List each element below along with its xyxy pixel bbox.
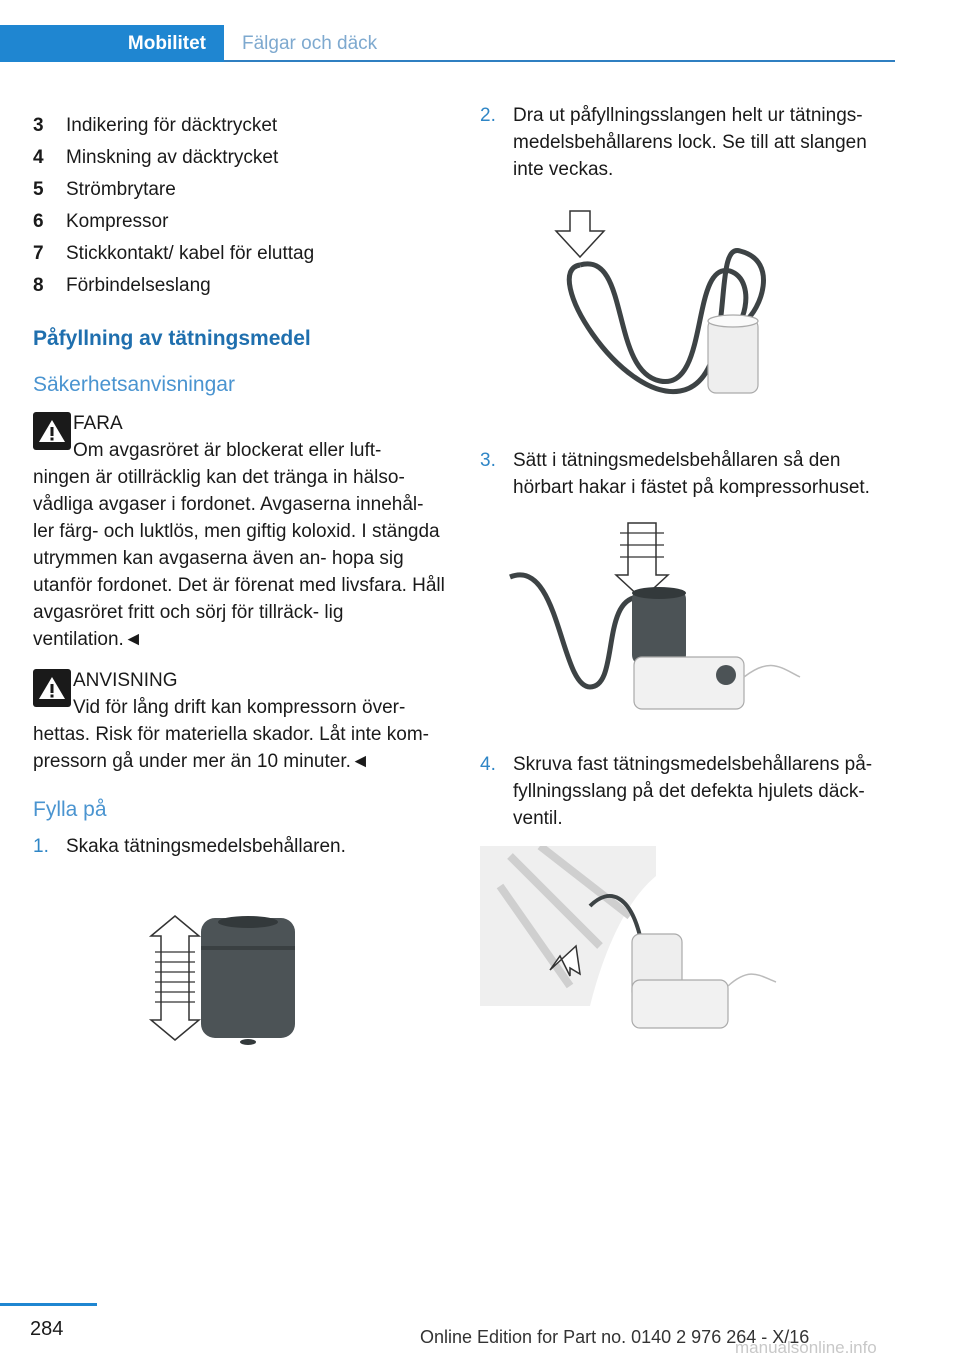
section-title: Påfyllning av tätningsmedel [33, 327, 311, 350]
left-column [33, 110, 445, 1060]
figure-wheel-valve [480, 846, 890, 1046]
legend-item: 3 Indikering för däcktrycket [33, 115, 278, 136]
warning-label: FARA [73, 413, 123, 434]
step-2: 2. Dra ut påfyllningsslangen helt ur tätnings- medelsbehållarens lock. Se till att slangen inte veckas. [480, 105, 867, 180]
tab-falgar-och-dack[interactable]: Fälgar och däck [242, 33, 378, 54]
footer-rule [0, 1303, 97, 1306]
warning-first-line: Om avgasröret är blockerat eller luft- [73, 440, 382, 461]
warning-danger [33, 410, 445, 653]
figure-insert-container [480, 517, 890, 737]
warning-triangle-icon [33, 412, 71, 450]
legend-item: 4 Minskning av däcktrycket [33, 147, 279, 168]
legend-item: 7 Stickkontakt/ kabel för eluttag [33, 243, 315, 264]
legend-item: 8 Förbindelseslang [33, 275, 211, 296]
figure-shake-container [33, 910, 445, 1060]
warning-text: ningen är otillräcklig kan det tränga in hälso- vådliga avgaser i fordonet. Avgaserna innehål- ler färg- och luktlös, men giftig koloxid. I stängda utrymmen kan avgaserna även an- hopa sig utanför fordonet. Det är förenat med livsfara. Håll avgasröret fritt och sörj för tillräck- lig ventilation.◄ [33, 467, 445, 650]
warning-triangle-icon [33, 669, 71, 707]
steps-left [33, 833, 445, 860]
legend-item: 6 Kompressor [33, 211, 169, 232]
edition-text: Online Edition for Part no. 0140 2 976 264 - X/16 [420, 1327, 810, 1347]
legend-list [33, 110, 445, 302]
notice-first-line: Vid för lång drift kan kompressorn över- [73, 697, 406, 718]
step-3: 3. Sätt i tätningsmedelsbehållaren så den hörbart hakar i fästet på kompressorhuset. [480, 450, 870, 498]
legend-item: 5 Strömbrytare [33, 179, 176, 200]
fill-title: Fylla på [33, 798, 107, 821]
page-number: 284 [30, 1318, 64, 1340]
right-column [480, 102, 890, 1046]
warning-notice [33, 667, 445, 775]
tab-mobilitet[interactable]: Mobilitet [0, 25, 224, 62]
step-4: 4. Skruva fast tätningsmedelsbehållarens på- fyllningsslang på det defekta hjulets däck- ventil. [480, 754, 873, 829]
step-1: 1. Skaka tätningsmedelsbehållaren. [33, 836, 346, 857]
safety-title: Säkerhetsanvisningar [33, 373, 235, 396]
watermark-site: manualsonline.info [735, 1338, 877, 1357]
notice-text: hettas. Risk för materiella skador. Låt inte kom- pressorn gå under mer än 10 minuter.◄ [33, 724, 429, 772]
notice-label: ANVISNING [73, 670, 178, 691]
figure-hose [480, 201, 890, 431]
